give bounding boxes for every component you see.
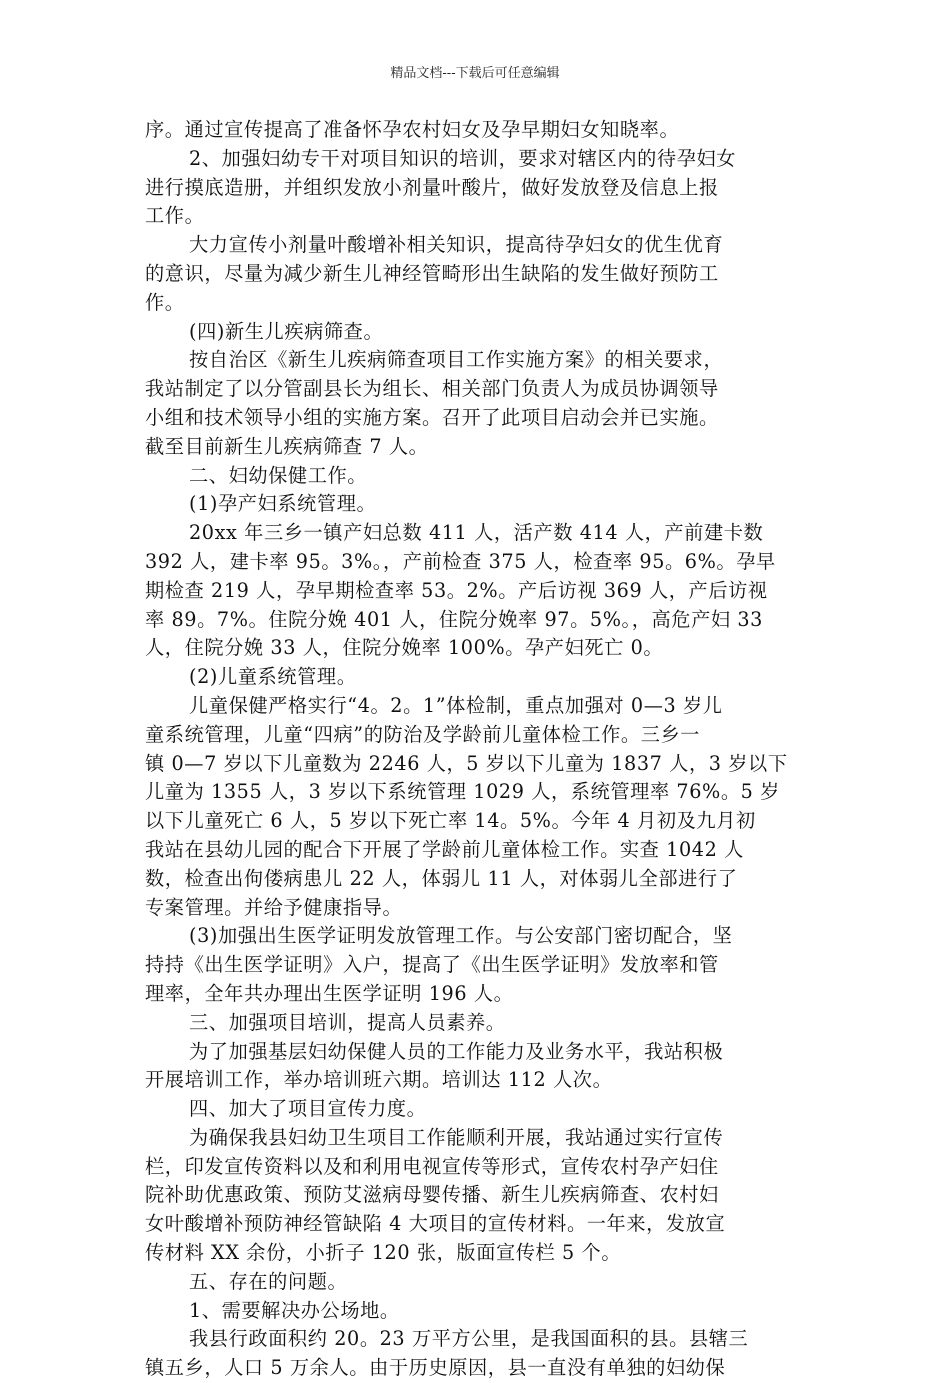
paragraph-line: 的意识，尽量为减少新生儿神经管畸形出生缺陷的发生做好预防工 [145,261,719,285]
paragraph-line: 传材料 XX 余份，小折子 120 张，版面宣传栏 5 个。 [145,1241,622,1265]
page-header: 精品文档---下载后可任意编辑 [390,66,560,81]
paragraph-line: 院补助优惠政策、预防艾滋病母婴传播、新生儿疾病筛查、农村妇 [145,1183,719,1207]
paragraph-line: (3)加强出生医学证明发放管理工作。与公安部门密切配合，坚 [189,924,733,948]
paragraph-line: 率 89。7%。住院分娩 401 人，住院分娩率 97。5%。，高危产妇 33 [145,607,763,631]
paragraph-line: 按自治区《新生儿疾病筛查项目工作实施方案》的相关要求， [189,348,724,372]
paragraph-line: 童系统管理，儿童“四病”的防治及学龄前儿童体检工作。三乡一 [145,722,701,746]
paragraph-line: 栏，印发宣传资料以及和利用电视宣传等形式，宣传农村孕产妇住 [145,1154,719,1178]
paragraph-line: 二、妇幼保健工作。 [189,463,368,487]
paragraph-line: (1)孕产妇系统管理。 [189,492,377,516]
paragraph-line: 开展培训工作，举办培训班六期。培训达 112 人次。 [145,1068,613,1092]
paragraph-line: 工作。 [145,204,205,228]
paragraph-line: 大力宣传小剂量叶酸增补相关知识，提高待孕妇女的优生优育 [189,233,724,257]
paragraph-line: 我站制定了以分管副县长为组长、相关部门负责人为成员协调领导 [145,377,719,401]
paragraph-line: 序。通过宣传提高了准备怀孕农村妇女及孕早期妇女知晓率。 [145,118,680,141]
paragraph-line: 女叶酸增补预防神经管缺陷 4 大项目的宣传材料。一年来，发放宣 [145,1212,726,1236]
paragraph-line: 1、需要解决办公场地。 [189,1298,400,1322]
paragraph-line: 数，检查出佝偻病患儿 22 人，体弱儿 11 人，对体弱儿全部进行了 [145,866,738,890]
paragraph-line: 392 人，建卡率 95。3%。，产前检查 375 人，检查率 95。6%。孕早 [145,549,776,573]
paragraph-line: 为确保我县妇幼卫生项目工作能顺利开展，我站通过实行宣传 [189,1125,724,1149]
paragraph-line: 小组和技术领导小组的实施方案。召开了此项目启动会并已实施。 [145,405,719,429]
document-body [145,116,810,1383]
paragraph-line: 进行摸底造册，并组织发放小剂量叶酸片，做好发放登及信息上报 [145,175,719,199]
paragraph-line: 作。 [145,290,185,314]
paragraph-line: 持持《出生医学证明》入户，提高了《出生医学证明》发放率和管 [145,953,719,977]
paragraph-line: 我站在县幼儿园的配合下开展了学龄前儿童体检工作。实查 1042 人 [145,837,744,861]
paragraph-line: 2、加强妇幼专干对项目知识的培训，要求对辖区内的待孕妇女 [189,146,737,170]
paragraph-line: (2)儿童系统管理。 [189,665,357,689]
paragraph-line: 期检查 219 人，孕早期检查率 53。2%。产后访视 369 人，产后访视 [145,578,768,602]
paragraph-line: 儿童保健严格实行“4。2。1”体检制，重点加强对 0—3 岁儿 [189,693,723,717]
paragraph-line: (四)新生儿疾病筛查。 [189,319,384,343]
paragraph-line: 以下儿童死亡 6 人，5 岁以下死亡率 14。5%。今年 4 月初及九月初 [145,809,756,833]
paragraph-line: 四、加大了项目宣传力度。 [189,1097,427,1121]
paragraph-line: 为了加强基层妇幼保健人员的工作能力及业务水平，我站积极 [189,1039,724,1063]
paragraph-line: 镇 0—7 岁以下儿童数为 2246 人，5 岁以下儿童为 1837 人，3 岁以下 [145,751,788,775]
paragraph-line: 专案管理。并给予健康指导。 [145,895,403,919]
paragraph-line: 理率，全年共办理出生医学证明 196 人。 [145,981,514,1005]
paragraph-line: 截至目前新生儿疾病筛查 7 人。 [145,434,429,458]
paragraph-line: 儿童为 1355 人，3 岁以下系统管理 1029 人，系统管理率 76%。5 岁 [145,780,780,804]
paragraph-line: 三、加强项目培训，提高人员素养。 [189,1010,506,1034]
paragraph-line: 人，住院分娩 33 人，住院分娩率 100%。孕产妇死亡 0。 [145,636,664,660]
paragraph-line: 我县行政面积约 20。23 万平方公里，是我国面积的县。县辖三 [189,1327,749,1351]
paragraph-line: 五、存在的问题。 [189,1269,348,1293]
paragraph-line: 20xx 年三乡一镇产妇总数 411 人，活产数 414 人，产前建卡数 [189,521,764,545]
paragraph-line: 镇五乡，人口 5 万余人。由于历史原因，县一直没有单独的妇幼保 [145,1356,726,1380]
